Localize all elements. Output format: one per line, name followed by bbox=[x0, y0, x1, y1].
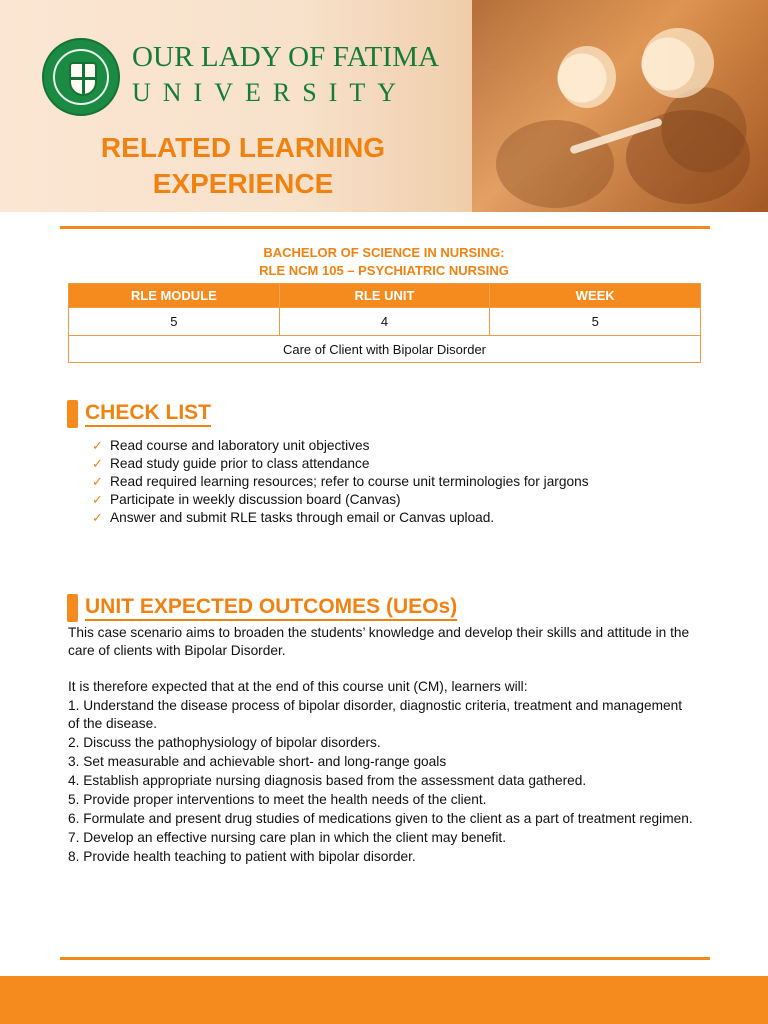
table-header-rle-unit: RLE UNIT bbox=[279, 284, 490, 307]
related-learning-experience-title bbox=[88, 130, 398, 202]
outcome-item: 4. Establish appropriate nursing diagnosis based from the assessment data gathered. bbox=[68, 773, 587, 788]
nursing-students-photo bbox=[472, 0, 768, 212]
document-header bbox=[0, 0, 768, 212]
checklist-item-text: Read course and laboratory unit objectives bbox=[110, 438, 370, 453]
checklist-item-text: Read study guide prior to class attendance bbox=[110, 456, 370, 471]
top-divider bbox=[60, 226, 710, 229]
student-uniform-shape bbox=[496, 120, 614, 208]
checklist-item-text: Answer and submit RLE tasks through email or Canvas upload. bbox=[110, 510, 495, 525]
section-marker bbox=[67, 594, 78, 622]
outcome-item: 2. Discuss the pathophysiology of bipolar disorders. bbox=[68, 735, 381, 750]
checklist bbox=[92, 437, 682, 527]
checklist-item-text: Participate in weekly discussion board (Canvas) bbox=[110, 492, 401, 507]
ueo-heading bbox=[67, 594, 457, 622]
outcome-item: 5. Provide proper interventions to meet the health needs of the client. bbox=[68, 792, 487, 807]
checklist-item bbox=[92, 455, 682, 473]
table-value-rle-unit: 4 bbox=[279, 308, 490, 335]
checklist-title: CHECK LIST bbox=[85, 402, 211, 427]
footer-bar bbox=[0, 976, 768, 1024]
university-name-line-1: OUR LADY OF FATIMA bbox=[132, 41, 440, 73]
outcome-item: 3. Set measurable and achievable short- and long-range goals bbox=[68, 754, 447, 769]
section-marker bbox=[67, 400, 78, 428]
table-value-week: 5 bbox=[489, 308, 700, 335]
checklist-item bbox=[92, 437, 682, 455]
title-line-1: RELATED LEARNING bbox=[100, 132, 386, 163]
course-info-table bbox=[68, 283, 701, 363]
unit-expected-outcomes-list bbox=[68, 697, 696, 867]
outcome-item: 8. Provide health teaching to patient with bipolar disorder. bbox=[68, 849, 416, 864]
table-header-row bbox=[69, 284, 700, 307]
check-icon: ✓ bbox=[92, 492, 103, 507]
outcome-item: 1. Understand the disease process of bipolar disorder, diagnostic criteria, treatment and management of the disease. bbox=[68, 698, 682, 731]
checklist-item bbox=[92, 509, 682, 527]
check-icon: ✓ bbox=[92, 456, 103, 471]
ueo-title: UNIT EXPECTED OUTCOMES (UEOs) bbox=[85, 596, 457, 621]
check-icon: ✓ bbox=[92, 474, 103, 489]
table-header-rle-module: RLE MODULE bbox=[130, 288, 217, 303]
university-name-line-2: UNIVERSITY bbox=[132, 78, 408, 107]
university-seal-icon bbox=[42, 38, 120, 116]
check-icon: ✓ bbox=[92, 510, 103, 525]
checklist-item-text: Read required learning resources; refer to course unit terminologies for jargons bbox=[110, 474, 589, 489]
title-line-2: EXPERIENCE bbox=[152, 168, 334, 199]
course-heading bbox=[68, 244, 700, 280]
table-value-rle-module: 5 bbox=[170, 314, 178, 329]
bottom-divider bbox=[60, 957, 710, 960]
shield-icon bbox=[69, 62, 97, 96]
ueo-intro-paragraph: This case scenario aims to broaden the students’ knowledge and develop their skills and attitude in the care of clients with Bipolar Disorder. bbox=[68, 625, 690, 658]
table-header-week: WEEK bbox=[489, 284, 700, 307]
checklist-heading bbox=[67, 400, 211, 428]
outcome-item: 7. Develop an effective nursing care plan in which the client may benefit. bbox=[68, 830, 506, 845]
checklist-item bbox=[92, 491, 682, 509]
checklist-item bbox=[92, 473, 682, 491]
table-description: Care of Client with Bipolar Disorder bbox=[69, 335, 700, 362]
ueo-expectation-paragraph: It is therefore expected that at the end of this course unit (CM), learners will: bbox=[68, 679, 528, 694]
student-face-shield-shape bbox=[558, 46, 616, 108]
course-label: RLE NCM 105 – PSYCHIATRIC NURSING bbox=[259, 263, 509, 278]
outcome-item: 6. Formulate and present drug studies of medications given to the client as a part of treatment regimen. bbox=[68, 811, 693, 826]
university-name bbox=[132, 43, 452, 106]
student-face-shield-shape bbox=[642, 28, 714, 98]
degree-label: BACHELOR OF SCIENCE IN NURSING: bbox=[263, 245, 505, 260]
check-icon: ✓ bbox=[92, 438, 103, 453]
table-value-row bbox=[69, 307, 700, 335]
